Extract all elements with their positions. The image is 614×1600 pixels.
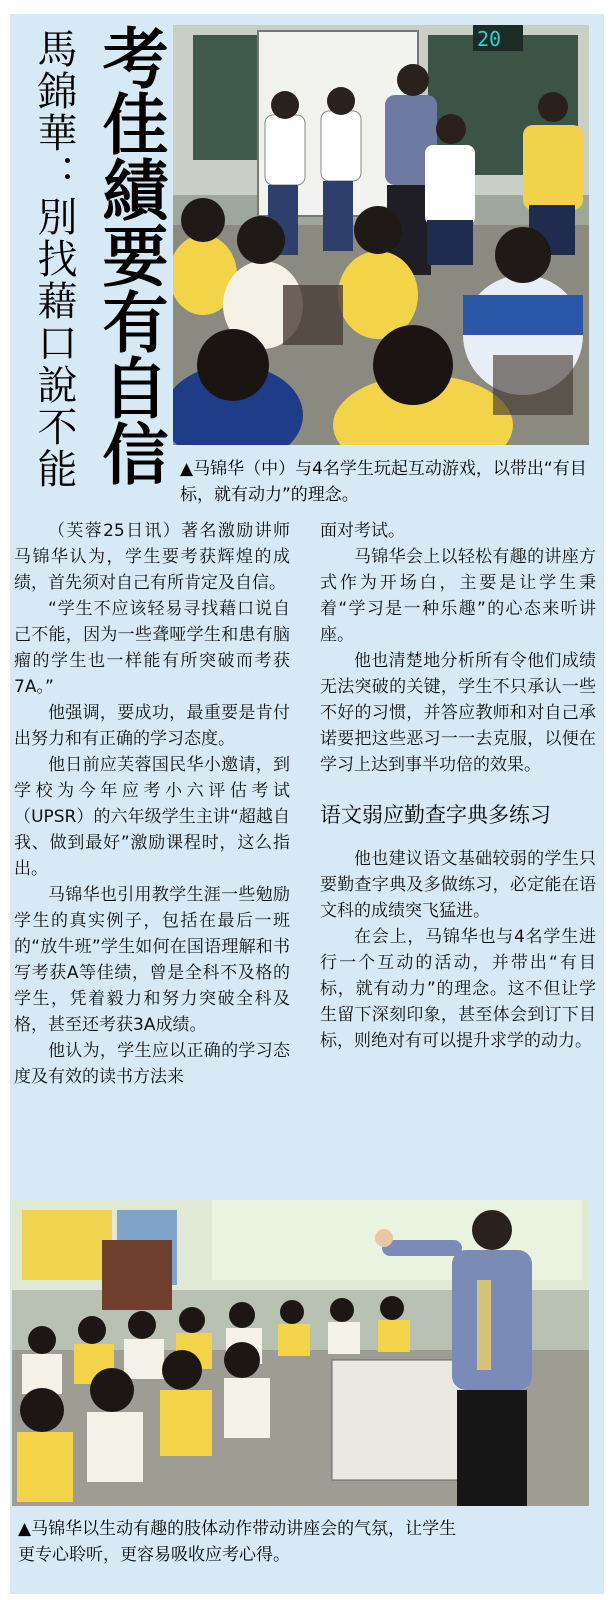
article-paragraph-continued: 面对考试。 xyxy=(320,521,405,541)
article-paragraph: 马锦华会上以轻松有趣的讲座方式作为开场白，主要是让学生秉着“学习是一种乐趣”的心态来听讲座。 xyxy=(320,547,596,645)
article-column-right xyxy=(320,518,596,1054)
article-paragraph: （芙蓉25日讯）著名激励讲师马锦华认为，学生要考获辉煌的成绩，首先须对自己有所肯定及自信。 xyxy=(14,521,290,593)
headline-sub: 馬錦華：別找藉口說不能 xyxy=(31,28,77,490)
article-paragraph: 他日前应芙蓉国民华小邀请，到学校为今年应考小六评估考试（UPSR）的六年级学生主讲“超越自我、做到最好”激励课程时，这么指出。 xyxy=(14,755,290,879)
article-paragraph: 他也建议语文基础较弱的学生只要勤查字典及多做练习，必定能在语文科的成绩突飞猛进。 xyxy=(320,849,596,921)
article-column-left xyxy=(14,518,290,1090)
headline-main: 考佳績要有自信 xyxy=(91,24,168,486)
scoreboard-digits: 20 xyxy=(477,27,502,51)
article-subheading: 语文弱应勤查字典多练习 xyxy=(320,803,551,827)
article-paragraph: 他强调，要成功，最重要是肯付出努力和有正确的学习态度。 xyxy=(14,703,290,749)
article-paragraph: “学生不应该轻易寻找藉口说自己不能，因为一些聋哑学生和患有脑瘤的学生也一样能有所突破而考获7A。” xyxy=(14,599,290,697)
article-paragraph: 马锦华也引用教学生涯一些勉励学生的真实例子，包括在最后一班的“放牛班”学生如何在国语理解和书写考获A等佳绩，曾是全科不及格的学生，凭着毅力和努力突破全科及格，甚至还考获3A成绩。 xyxy=(14,885,290,1035)
caption-bottom-line2: 更专心聆听，更容易吸收应考心得。 xyxy=(18,1545,290,1565)
article-paragraph: 他也清楚地分析所有令他们成绩无法突破的关键，学生不只承认一些不好的习惯，并答应教师和对自己承诺要把这些恶习一一去克服，以便在学习上达到事半功倍的效果。 xyxy=(320,651,596,775)
article-paragraph: 他认为，学生应以正确的学习态度及有效的读书方法来 xyxy=(14,1041,290,1087)
caption-bottom xyxy=(18,1516,590,1568)
caption-top: ▲马锦华（中）与4名学生玩起互动游戏，以带出“有目标，就有动力”的理念。 xyxy=(180,459,587,505)
caption-bottom-line1: ▲马锦华以生动有趣的肢体动作带动讲座会的气氛，让学生 xyxy=(18,1519,457,1539)
article-paragraph: 在会上，马锦华也与4名学生进行一个互动的活动，并带出“有目标，就有动力”的理念。这不但让学生留下深刻印象，甚至体会到订下目标，则绝对有可以提升求学的动力。 xyxy=(320,927,596,1051)
photo-speaker-thumbs-up xyxy=(12,1200,589,1506)
photo-interactive-game xyxy=(173,25,589,445)
